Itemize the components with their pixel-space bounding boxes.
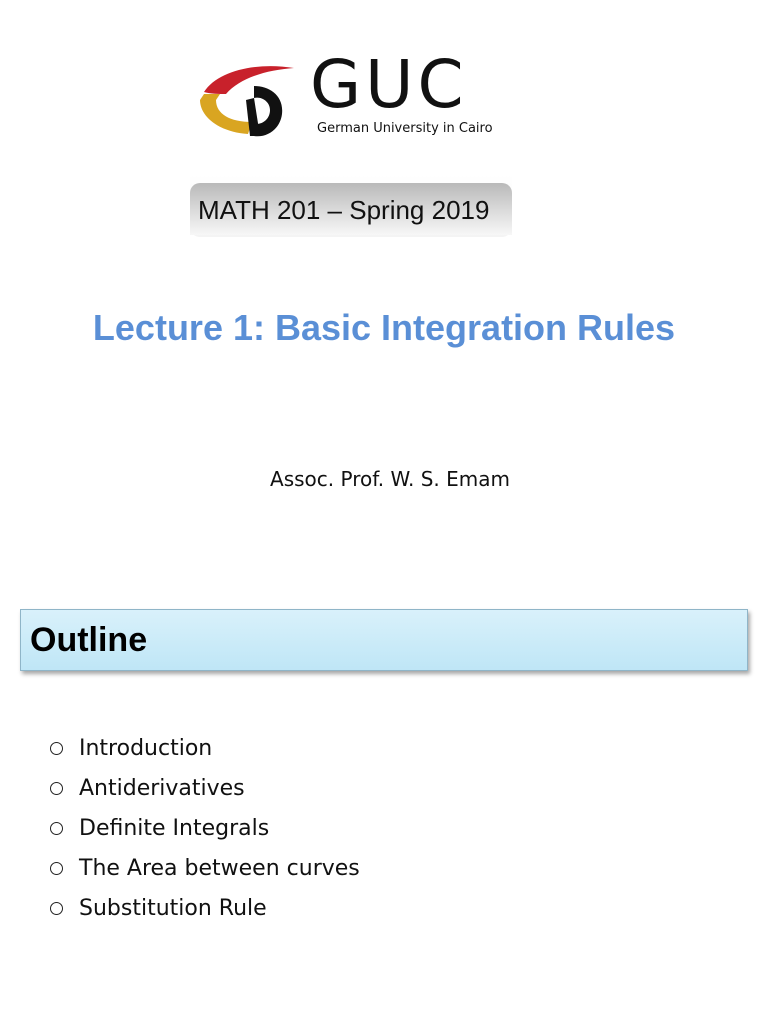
list-item bbox=[50, 768, 360, 808]
lecture-title: Lecture 1: Basic Integration Rules bbox=[92, 307, 676, 348]
list-item-label: Substitution Rule bbox=[79, 895, 267, 921]
logo-subtitle: German University in Cairo bbox=[317, 121, 493, 136]
guc-logo-icon bbox=[196, 60, 300, 140]
hollow-circle-bullet-icon bbox=[50, 742, 63, 755]
list-item-label: Definite Integrals bbox=[79, 815, 270, 841]
hollow-circle-bullet-icon bbox=[50, 822, 63, 835]
hollow-circle-bullet-icon bbox=[50, 782, 63, 795]
list-item bbox=[50, 848, 360, 888]
list-item bbox=[50, 808, 360, 848]
outline-heading: Outline bbox=[30, 621, 148, 659]
list-item-label: Antiderivatives bbox=[79, 775, 245, 801]
course-label: MATH 201 – Spring 2019 bbox=[198, 195, 490, 225]
list-item bbox=[50, 728, 360, 768]
list-item bbox=[50, 888, 360, 928]
list-item-label: The Area between curves bbox=[79, 855, 360, 881]
hollow-circle-bullet-icon bbox=[50, 862, 63, 875]
hollow-circle-bullet-icon bbox=[50, 902, 63, 915]
list-item-label: Introduction bbox=[79, 735, 213, 761]
outline-header bbox=[20, 609, 748, 671]
author-name: Assoc. Prof. W. S. Emam bbox=[270, 467, 510, 491]
logo-wordmark: GUC bbox=[310, 46, 468, 123]
outline-list bbox=[50, 728, 360, 928]
